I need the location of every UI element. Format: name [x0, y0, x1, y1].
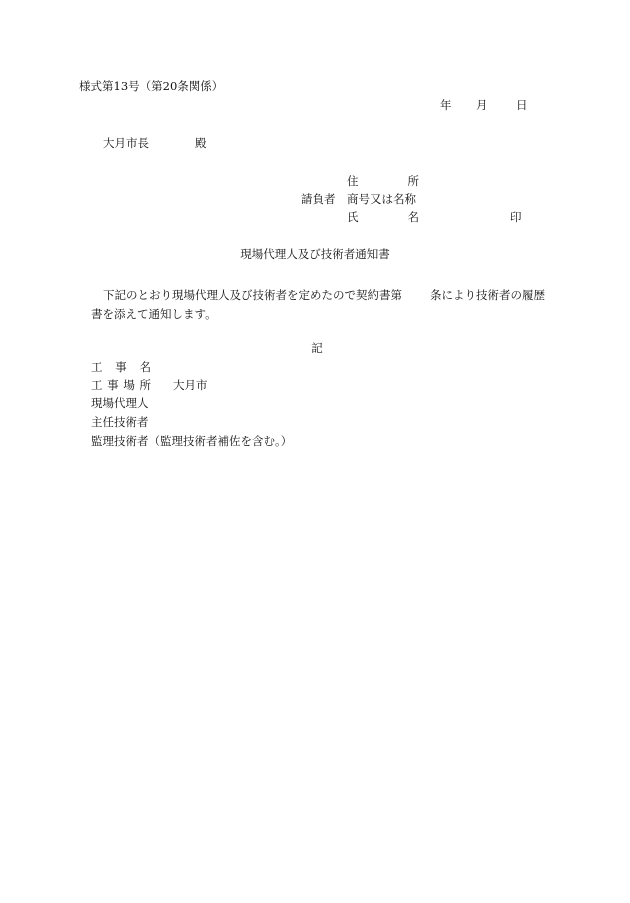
contractor-role: 請負者 — [301, 192, 336, 206]
name-label — [347, 212, 419, 224]
ki-heading: 記 — [311, 341, 323, 355]
item-construction-site — [91, 380, 208, 392]
address-label-text: 住 所 — [347, 174, 419, 188]
address-label — [347, 176, 419, 188]
construction-site-value: 大月市 — [173, 378, 208, 392]
body-text-part2: 条により技術者の履歴書を添えて通知します。 — [91, 288, 545, 321]
document-title: 現場代理人及び技術者通知書 — [240, 247, 390, 261]
recipient — [103, 138, 207, 150]
recipient-honorific: 殿 — [195, 136, 207, 150]
item-construction-name — [91, 362, 151, 374]
item-chief-engineer: 主任技術者 — [91, 415, 149, 429]
item-site-agent: 現場代理人 — [91, 396, 149, 410]
date-year-label: 年 — [440, 98, 452, 112]
item-supervising-engineer: 監理技術者（監理技術者補佐を含む。） — [91, 434, 293, 448]
date-day-label: 日 — [516, 98, 528, 112]
company-label: 商号又は名称 — [347, 192, 416, 206]
recipient-name: 大月市長 — [103, 136, 149, 150]
document-body — [91, 286, 551, 324]
construction-name-label: 工 事 名 — [91, 360, 151, 374]
form-number: 様式第13号（第20条関係） — [79, 79, 224, 93]
date-month-label: 月 — [476, 98, 488, 112]
body-text-part1: 下記のとおり現場代理人及び技術者を定めたので契約書第 — [103, 288, 402, 302]
seal-mark: 印 — [510, 210, 522, 224]
construction-site-label: 工 事 場 所 — [91, 378, 151, 392]
name-label-text: 氏 名 — [347, 210, 419, 224]
date-row — [440, 100, 528, 112]
